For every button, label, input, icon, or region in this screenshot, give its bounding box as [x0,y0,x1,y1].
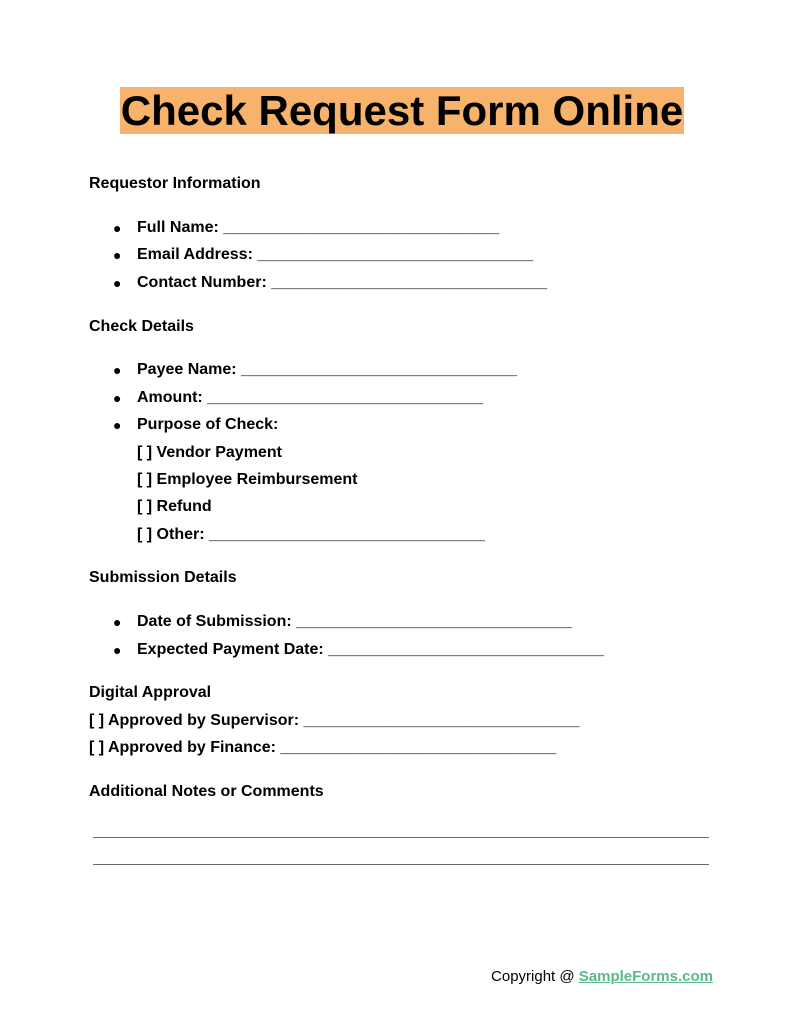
footer-copyright [491,967,713,987]
title-wrap [0,87,804,134]
notes-line[interactable] [93,837,709,838]
copyright-text: Copyright @ [491,968,579,985]
bullet: ● [113,247,122,263]
checkbox-approved-supervisor[interactable]: [ ] Approved by Supervisor: _______________________________ [89,712,580,729]
email-field[interactable]: Email Address: _______________________________ [137,246,534,263]
submission-date-field[interactable]: Date of Submission: _______________________________ [137,613,572,630]
section-heading-notes: Additional Notes or Comments [89,783,324,800]
purpose-label: Purpose of Check: [137,416,279,433]
checkbox-refund[interactable]: [ ] Refund [137,498,212,515]
checkbox-employee-reimbursement[interactable]: [ ] Employee Reimbursement [137,471,358,488]
payee-name-field[interactable]: Payee Name: _______________________________ [137,361,517,378]
checkbox-vendor-payment[interactable]: [ ] Vendor Payment [137,444,282,461]
section-heading-submission: Submission Details [89,569,237,586]
bullet: ● [113,417,122,433]
checkbox-approved-finance[interactable]: [ ] Approved by Finance: _______________________________ [89,739,557,756]
section-heading-check: Check Details [89,318,194,335]
full-name-field[interactable]: Full Name: _______________________________ [137,219,500,236]
section-heading-approval: Digital Approval [89,684,212,701]
bullet: ● [113,390,122,406]
amount-field[interactable]: Amount: _______________________________ [137,389,484,406]
bullet: ● [113,362,122,378]
contact-number-field[interactable]: Contact Number: _______________________________ [137,274,548,291]
section-heading-requestor: Requestor Information [89,175,261,192]
bullet: ● [113,220,122,236]
brand-link[interactable]: SampleForms.com [578,968,713,985]
notes-line[interactable] [93,864,709,865]
checkbox-other[interactable]: [ ] Other: _______________________________ [137,526,485,543]
page-title: Check Request Form Online [120,87,684,134]
expected-payment-date-field[interactable]: Expected Payment Date: _______________________________ [137,641,605,658]
bullet: ● [113,275,122,291]
bullet: ● [113,614,122,630]
bullet: ● [113,642,122,658]
